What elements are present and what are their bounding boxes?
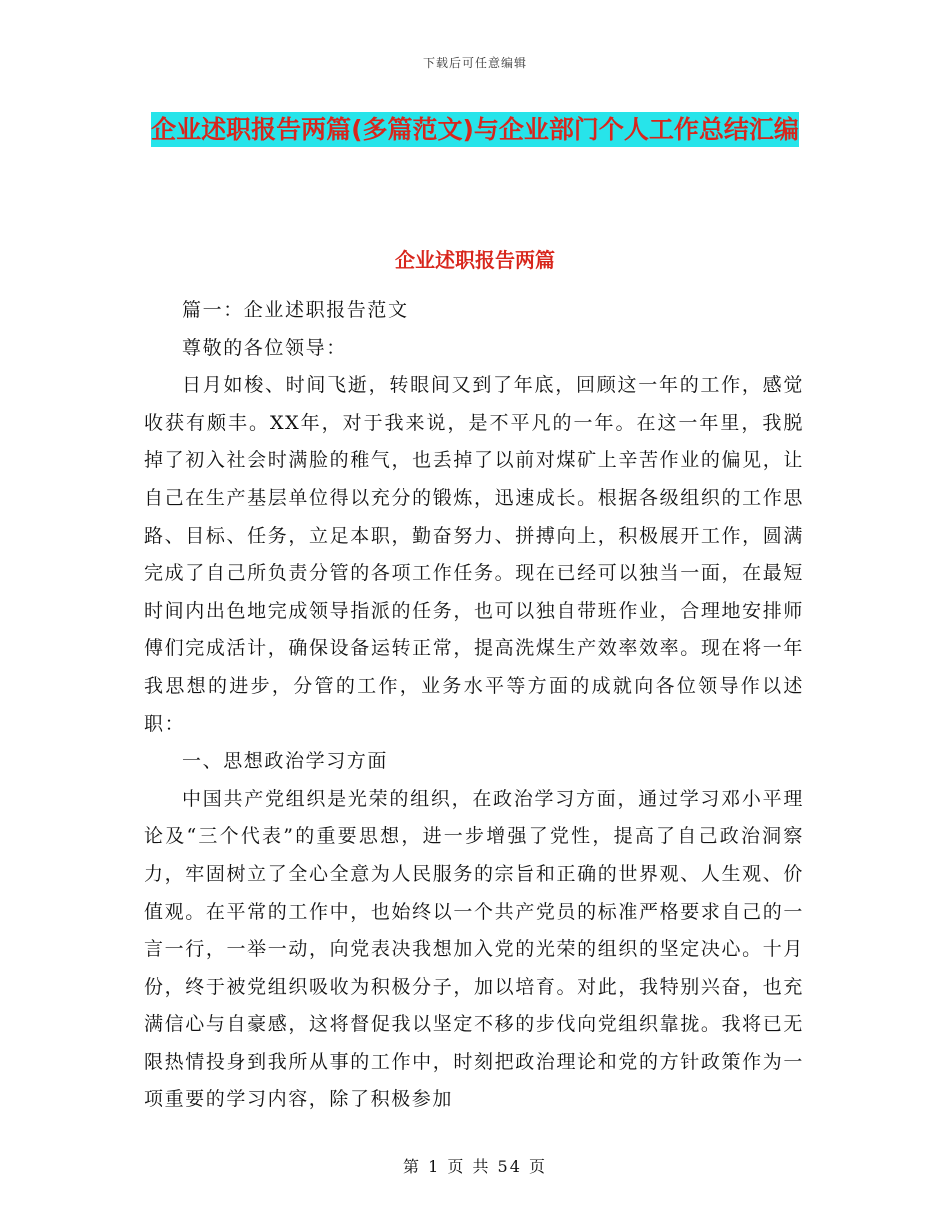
body-text	[144, 292, 804, 1119]
page-header-note: 下载后可任意编辑	[422, 56, 527, 70]
document-title-text: 企业述职报告两篇(多篇范文)与企业部门个人工作总结汇编	[151, 112, 799, 147]
document-title	[150, 106, 800, 154]
paragraph-heading: 一、思想政治学习方面	[182, 750, 389, 773]
page-number-text: 第 1 页 共 54 页	[403, 1157, 547, 1176]
paragraph-politics: 中国共产党组织是光荣的组织，在政治学习方面，通过学习邓小平理论及“三个代表”的重要思想，进一步增强了党性，提高了自己政治洞察力，牢固树立了全心全意为人民服务的宗旨和正确的世界观、人生观、价值观。在平常的工作中，也始终以一个共产党员的标准严格要求自己的一言一行，一举一动，向党表决我想加入党的光荣的组织的坚定决心。十月份，终于被党组织吸收为积极分子，加以培育。对此，我特别兴奋，也充满信心与自豪感，这将督促我以坚定不移的步伐向党组织靠拢。我将已无限热情投身到我所从事的工作中，时刻把政治理论和党的方针政策作为一项重要的学习内容，除了积极参加	[144, 787, 804, 1111]
section-title: 企业述职报告两篇	[395, 248, 555, 272]
paragraph-salutation: 尊敬的各位领导：	[182, 336, 347, 359]
paragraph-subtitle: 篇一：企业述职报告范文	[182, 299, 409, 321]
paragraph-intro: 日月如梭、时间飞逝，转眼间又到了年底，回顾这一年的工作，感觉收获有颇丰。XX年，对于我来说，是不平凡的一年。在这一年里，我脱掉了初入社会时满脸的稚气，也丢掉了以前对煤矿上辛苦作业的偏见，让自己在生产基层单位得以充分的锻炼，迅速成长。根据各级组织的工作思路、目标、任务，立足本职，勤奋努力、拼搏向上，积极展开工作，圆满完成了自己所负责分管的各项工作任务。现在已经可以独当一面，在最短时间内出色地完成领导指派的任务，也可以独自带班作业，合理地安排师傅们完成活计，确保设备运转正常，提高洗煤生产效率效率。现在将一年我思想的进步，分管的工作，业务水平等方面的成就向各位领导作以述职：	[144, 374, 804, 735]
page-footer	[0, 1154, 950, 1177]
